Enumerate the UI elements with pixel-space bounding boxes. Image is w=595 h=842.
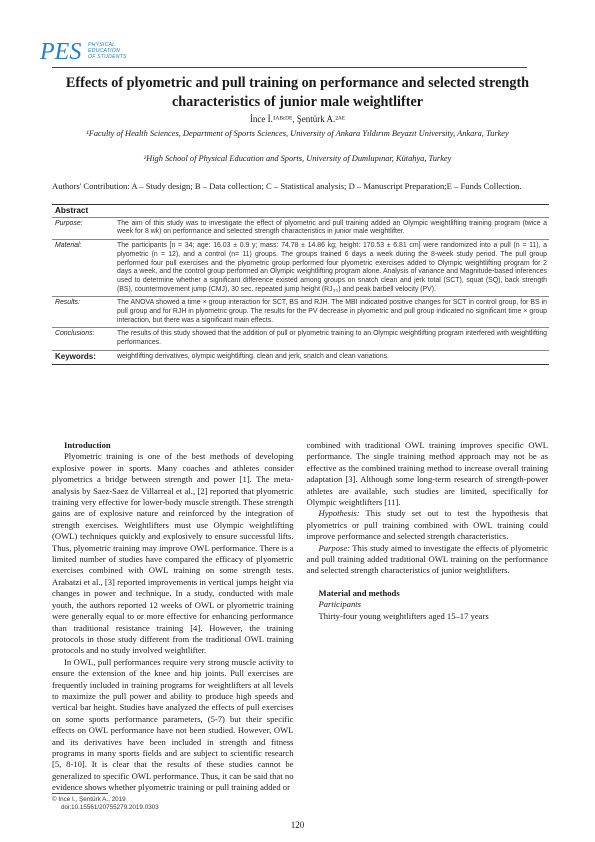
spacer [307,577,549,588]
footnote-rule [52,793,108,794]
subsection-heading-participants: Participants [318,599,361,610]
section-heading-introduction: Introduction [64,440,111,450]
abstract-row-conclusions [52,327,549,349]
logo-line-3: OF STUDENTS [88,54,127,61]
right-column [307,440,549,794]
logo-line-2: EDUCATION [88,48,120,55]
journal-logo [38,36,88,66]
abstract-text: The ANOVA showed a time × group interaction for SCT, BS and RJH. The MBI indicated positive changes for SCT in control group, for BS in pull group and for RJH in plyometric group. The results for the PV decrease in plyometric and pull group indicated no significant time × group interaction, but there was a significant main effects. [117,299,547,324]
paragraph: In OWL, pull performances require very strong muscle activity to ensure the extension of the knee and hip joints. Pull exercises are frequently included in training programs for weightlifters at all levels to maximize the pull power and ability to produce high speeds and vertical bar height. Studies have analyzed the effects of pull exercises on some sports performance parameters, (5-7) but their specific effects on OWL performance have not been studied. However, OWL and its derivatives have been included in strength and fitness programs in many sports fields and are subject to scientific research [5, 8-10]. It is clear that the results of these studies cannot be generalized to specific OWL performance. Thus, it can be said that no evidence shows whether plyometric training or pull training added or [52,656,294,793]
paragraph: Thirty-four young weightlifters aged 15–17 years [318,610,489,621]
keywords-text: weightlifting derivatives, olympic weightlifting. clean and jerk, snatch and clean variations. [117,352,389,360]
abstract-heading: Abstract [55,206,89,215]
abstract-label: Purpose: [55,219,83,227]
abstract-box [52,204,549,365]
logo-line-1: PHYSICAL [88,42,116,48]
doi-line: doi:10.15561/20755279.2019.0303 [61,804,159,811]
header-rule [52,67,527,68]
left-column [52,440,294,794]
author-list: İnce İ.¹ᴬᴮᶜᴰᴱ, Şentürk A.²ᴬᴱ [249,114,346,124]
paragraph: Plyometric training is one of the best methods of developing explosive power in sports. Many coaches and athletes consider plyometrics a bridge between strength and power [1]. The meta-analysis by Saez-Saez de Villarreal et al., [2] reported that plyometric training very effective for lower-body muscle strength. These strength gains are of explosive nature and reinforced by the integration of strength exercises. Weightlifters must use Olympic weightlifting (OWL) techniques quickly and explosively to ensure successful lifts. Thus, plyometric training may improve OWL performance. There is a limited number of studies have compared the efficacy of plyometric exercises combined with OWL training on some strength tests. Arabatzi et al., [3] reported improvements in vertical jumps height via changes in power and technique. In a study, conducted with male youth, the authors reported 12 weeks of OWL or plyometric training were generally equal to or more effective for enhancing performance than traditional resistance training [4]. However, the training protocols in those study different from the traditional OWL training protocols and no study involved weightlifter. [52,451,294,656]
copyright-line: © Ince I., Şentürk A., 2019 [52,796,126,803]
abstract-label: Conclusions: [55,330,95,338]
body-columns [52,440,548,794]
abstract-row-purpose [52,217,549,239]
author-contribution: Authors' Contribution: A – Study design; B – Data collection; C – Statistical analysis; D – Manuscript Preparation;E – Funds Collection. [52,181,522,191]
logo-text [88,42,127,61]
purpose-label: Purpose: [318,542,351,553]
abstract-row-results [52,296,549,327]
keywords-label-text: Keywords [55,351,94,361]
abstract-text: The results of this study showed that the addition of pull or plyometric training to an Olympic weightlifting program interfered with weightlifting performances. [117,330,547,347]
abstract-text: The aim of this study was to investigate the effect of plyometric and pull training added an Olympic weightlifting training program (twice a week for 8 wk) on performance and selected strength characteristics in junior male weightlifter. [117,219,547,236]
abstract-label: Results: [55,299,80,307]
abstract-label: Material: [55,242,82,250]
abstract-text: The participants [n = 34; age: 16.03 ± 0.9 y; mass: 74.78 ± 14.86 kg; height: 170.53 ± 6.81 cm] were randomized into a pull (n = 11), a plyometric (n = 12), and a control (n= 11) groups. The groups trained 6 days a week during the 8-week study period. The pull group performed four pull exercises and the plyometric group performed four plyometric exercises added to Olympic weightlifting program for 2 days a week, and the control group performed an Olympic weightlifting program alone. Analysis of variance and Magnitude-based inferences used to determine whether a significant difference existed among groups on snatch clean and jerk total (SCT), squat (SQ), back strength (BS), countermovement jump (CMJ), 30 sec. repeated jump height (RJ₃₀) and peak barbell velocity (PV). [117,242,547,293]
keywords-label: Keywords: [55,351,96,361]
paragraph-hypothesis [307,508,549,542]
hypothesis-label: Hypothesis: [318,508,360,519]
purpose-text: This study aimed to investigate the effects of plyometric and pull training added traditional OWL training on the performance and selected strength characteristics of junior weightlifters. [306,542,548,576]
paper-title: Effects of plyometric and pull training on performance and selected strength characteristics of junior male weightlifter [65,75,530,110]
paragraph-purpose [307,543,549,577]
logo-mark: PES [40,39,82,65]
section-heading-methods: Material and methods [318,587,400,598]
abstract-row-material [52,239,549,296]
abstract-row-keywords [52,350,549,364]
hypothesis-text: This study set out to test the hypothesis that plyometrics or pull training combined with OWL training could improve performance and selected strength characteristics. [306,508,548,542]
footnote [52,796,159,812]
affiliation-1: ¹Faculty of Health Sciences, Department of Sports Sciences, University of Ankara Yıldırım Beyazıt University, Ankara, Turkey [86,129,509,138]
paragraph-continued: combined with traditional OWL training improves specific OWL performance. The single training method approach may not be as effective as the combined training method to increase overall training adaptation [3]. Although some long-term research of strength-power athletes are available, such studies are limited, specifically for Olympic weightlifters [11]. [306,440,548,508]
page-number: 120 [290,820,305,830]
affiliation-2: ²High School of Physical Education and Sports, University of Dumlupınar, Kütahya, Turkey [143,154,452,163]
